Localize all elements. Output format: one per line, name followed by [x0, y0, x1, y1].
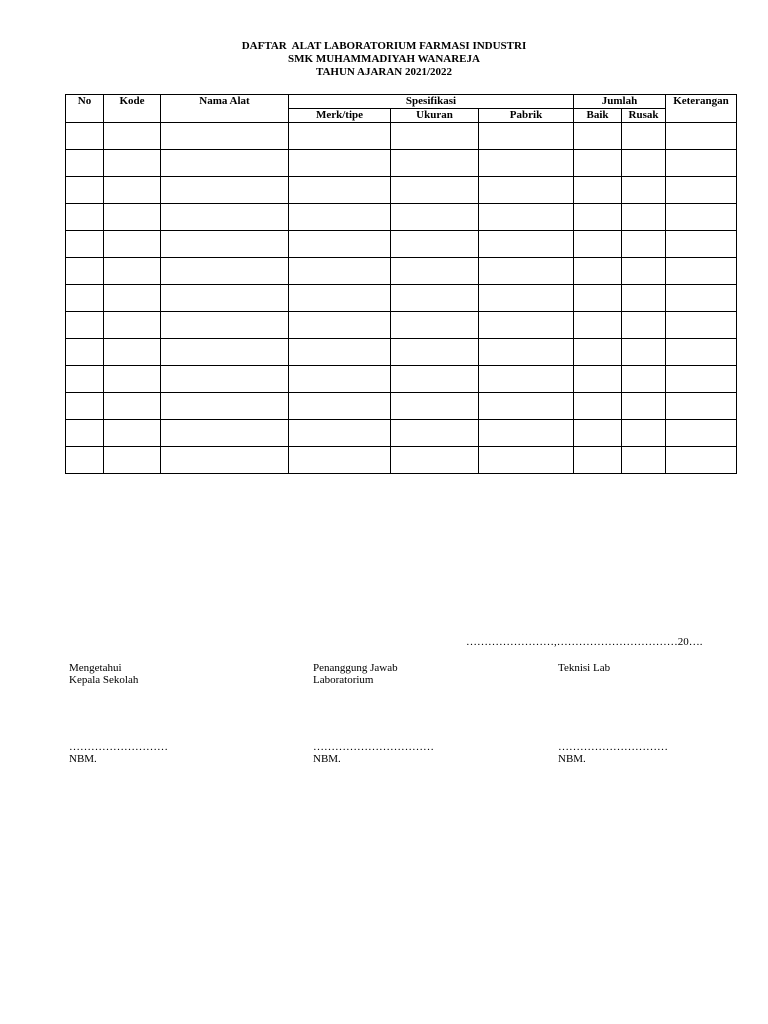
- table-row: [66, 231, 737, 258]
- table-cell: [161, 150, 289, 177]
- table-cell: [66, 177, 104, 204]
- table-cell: [666, 123, 737, 150]
- col-header-nama-alat: Nama Alat: [161, 95, 289, 123]
- table-cell: [161, 258, 289, 285]
- table-cell: [574, 285, 622, 312]
- table-cell: [479, 393, 574, 420]
- table-cell: [104, 285, 161, 312]
- table-cell: [391, 123, 479, 150]
- table-cell: [479, 258, 574, 285]
- table-cell: [666, 447, 737, 474]
- nbm-label: NBM.: [558, 753, 586, 765]
- table-cell: [391, 420, 479, 447]
- table-row: [66, 447, 737, 474]
- table-row: [66, 312, 737, 339]
- nbm-label: NBM.: [69, 753, 97, 765]
- document-title: [0, 40, 768, 79]
- table-cell: [289, 420, 391, 447]
- table-row: [66, 177, 737, 204]
- table-cell: [161, 447, 289, 474]
- table-cell: [479, 177, 574, 204]
- table-cell: [104, 204, 161, 231]
- table-cell: [161, 285, 289, 312]
- table-cell: [391, 339, 479, 366]
- title-line-1: DAFTAR ALAT LABORATORIUM FARMASI INDUSTRI: [241, 40, 527, 52]
- table-cell: [574, 204, 622, 231]
- table-cell: [66, 123, 104, 150]
- table-cell: [289, 123, 391, 150]
- table-cell: [104, 150, 161, 177]
- table-cell: [289, 312, 391, 339]
- table-cell: [289, 393, 391, 420]
- table-cell: [479, 204, 574, 231]
- signature-block-1: [69, 741, 168, 765]
- col-header-merk-tipe: Merk/tipe: [289, 109, 391, 123]
- signer-title-2: Kepala Sekolah: [69, 674, 139, 686]
- table-cell: [289, 231, 391, 258]
- table-cell: [289, 366, 391, 393]
- table-row: [66, 339, 737, 366]
- signature-dots: …………………………: [558, 741, 668, 753]
- table-cell: [161, 366, 289, 393]
- table-cell: [666, 366, 737, 393]
- table-cell: [479, 447, 574, 474]
- table-cell: [574, 150, 622, 177]
- table-cell: [391, 447, 479, 474]
- table-cell: [622, 339, 666, 366]
- table-cell: [622, 231, 666, 258]
- table-cell: [479, 339, 574, 366]
- table-cell: [104, 123, 161, 150]
- table-cell: [574, 312, 622, 339]
- table-row: [66, 150, 737, 177]
- col-header-pabrik: Pabrik: [479, 109, 574, 123]
- col-header-ukuran: Ukuran: [391, 109, 479, 123]
- table-cell: [66, 393, 104, 420]
- table-cell: [289, 285, 391, 312]
- table-cell: [622, 123, 666, 150]
- table-cell: [666, 312, 737, 339]
- table-cell: [666, 258, 737, 285]
- table-cell: [666, 393, 737, 420]
- title-line-2: SMK MUHAMMADIYAH WANAREJA: [288, 53, 480, 65]
- table-cell: [104, 420, 161, 447]
- signer-title-1: Teknisi Lab: [558, 662, 611, 674]
- table-cell: [622, 258, 666, 285]
- table-cell: [66, 285, 104, 312]
- date-line: ……………………,……………………………20….: [466, 636, 703, 648]
- table-cell: [161, 312, 289, 339]
- col-header-no: No: [66, 95, 104, 123]
- table-cell: [289, 150, 391, 177]
- signature-dots: ……………………………: [313, 741, 434, 753]
- table-cell: [66, 150, 104, 177]
- table-cell: [161, 420, 289, 447]
- signer-title-1: Mengetahui: [69, 662, 122, 674]
- table-cell: [479, 420, 574, 447]
- table-row: [66, 366, 737, 393]
- table-cell: [622, 366, 666, 393]
- table-cell: [66, 204, 104, 231]
- table-cell: [479, 150, 574, 177]
- table-cell: [622, 150, 666, 177]
- signer-title-2: Laboratorium: [313, 674, 374, 686]
- table-cell: [104, 231, 161, 258]
- table-cell: [622, 285, 666, 312]
- table-cell: [574, 177, 622, 204]
- table-row: [66, 258, 737, 285]
- table-cell: [622, 204, 666, 231]
- table-cell: [391, 258, 479, 285]
- table-cell: [391, 231, 479, 258]
- table-cell: [104, 447, 161, 474]
- table-row: [66, 393, 737, 420]
- table-cell: [66, 312, 104, 339]
- table-cell: [479, 312, 574, 339]
- signature-block-2: [313, 741, 434, 765]
- table-cell: [66, 447, 104, 474]
- table-cell: [622, 393, 666, 420]
- table-body: [66, 123, 737, 474]
- table-cell: [289, 177, 391, 204]
- table-cell: [66, 339, 104, 366]
- table-cell: [574, 447, 622, 474]
- col-header-rusak: Rusak: [622, 109, 666, 123]
- table-cell: [289, 204, 391, 231]
- nbm-label: NBM.: [313, 753, 341, 765]
- table-cell: [161, 393, 289, 420]
- signer-penanggung-jawab: [313, 662, 398, 686]
- table-cell: [666, 231, 737, 258]
- table-cell: [104, 339, 161, 366]
- table-cell: [104, 258, 161, 285]
- table-cell: [666, 150, 737, 177]
- table-row: [66, 204, 737, 231]
- table-cell: [479, 285, 574, 312]
- table-cell: [391, 285, 479, 312]
- table-cell: [666, 339, 737, 366]
- table-cell: [622, 420, 666, 447]
- title-line-3: TAHUN AJARAN 2021/2022: [315, 66, 453, 78]
- table-cell: [622, 177, 666, 204]
- table-cell: [391, 177, 479, 204]
- table-cell: [104, 312, 161, 339]
- table-cell: [104, 393, 161, 420]
- table-cell: [66, 258, 104, 285]
- table-cell: [666, 285, 737, 312]
- table-cell: [666, 420, 737, 447]
- signer-title-1: Penanggung Jawab: [313, 662, 398, 674]
- signature-dots: ………………………: [69, 741, 168, 753]
- table-cell: [574, 366, 622, 393]
- table-cell: [104, 366, 161, 393]
- table-cell: [391, 312, 479, 339]
- table-cell: [574, 231, 622, 258]
- table-cell: [161, 231, 289, 258]
- table-cell: [479, 123, 574, 150]
- table-cell: [161, 177, 289, 204]
- table-cell: [391, 393, 479, 420]
- table-cell: [289, 447, 391, 474]
- table-cell: [622, 312, 666, 339]
- col-header-baik: Baik: [574, 109, 622, 123]
- table-cell: [622, 447, 666, 474]
- table-cell: [479, 231, 574, 258]
- table-cell: [574, 339, 622, 366]
- table-cell: [66, 366, 104, 393]
- col-header-spesifikasi: Spesifikasi: [289, 95, 574, 109]
- table-cell: [66, 231, 104, 258]
- table-cell: [161, 123, 289, 150]
- table-row: [66, 123, 737, 150]
- table-cell: [479, 366, 574, 393]
- table-cell: [574, 420, 622, 447]
- inventory-table: [65, 94, 737, 474]
- table-cell: [574, 123, 622, 150]
- signer-teknisi-lab: [558, 662, 610, 674]
- table-cell: [66, 420, 104, 447]
- table-cell: [289, 258, 391, 285]
- col-header-jumlah: Jumlah: [574, 95, 666, 109]
- table-cell: [289, 339, 391, 366]
- table-row: [66, 285, 737, 312]
- signer-kepala-sekolah: [69, 662, 138, 686]
- table-cell: [391, 366, 479, 393]
- table-cell: [161, 339, 289, 366]
- signature-block-3: [558, 741, 668, 765]
- table-cell: [666, 177, 737, 204]
- table-cell: [574, 258, 622, 285]
- table-cell: [666, 204, 737, 231]
- col-header-kode: Kode: [104, 95, 161, 123]
- table-cell: [161, 204, 289, 231]
- table-cell: [391, 150, 479, 177]
- table-cell: [104, 177, 161, 204]
- table-row: [66, 420, 737, 447]
- table-cell: [574, 393, 622, 420]
- col-header-keterangan: Keterangan: [666, 95, 737, 123]
- table-cell: [391, 204, 479, 231]
